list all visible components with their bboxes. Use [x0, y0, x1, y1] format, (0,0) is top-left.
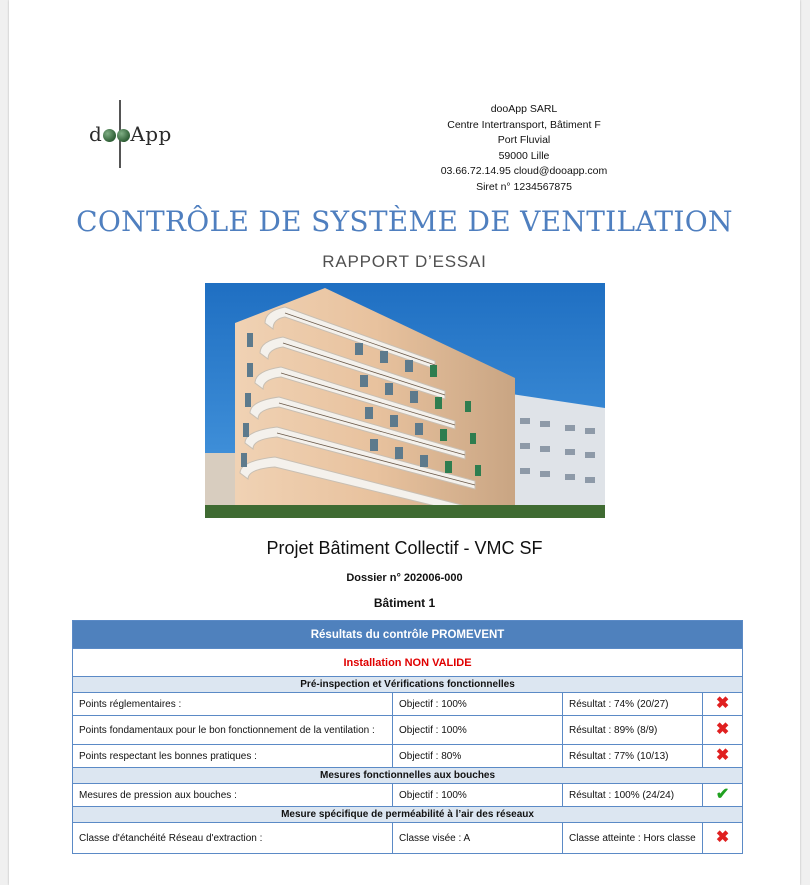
table-row — [73, 745, 743, 768]
results-table — [72, 620, 743, 854]
report-subtitle: RAPPORT D’ESSAI — [322, 252, 487, 271]
row-result: Résultat : 77% (10/13) — [563, 745, 703, 768]
section-header-row — [73, 807, 743, 823]
logo-dot-icon — [117, 129, 130, 142]
section-title: Pré-inspection et Vérifications fonctionnelles — [73, 677, 743, 693]
building-label: Bâtiment 1 — [373, 596, 436, 610]
cross-icon: ✖ — [703, 823, 743, 854]
row-result: Résultat : 89% (8/9) — [563, 716, 703, 745]
section-title: Mesure spécifique de perméabilité à l’air des réseaux — [73, 807, 743, 823]
row-label: Points réglementaires : — [73, 693, 393, 716]
row-objective: Objectif : 100% — [393, 716, 563, 745]
section-header-row — [73, 677, 743, 693]
installation-status: Installation NON VALIDE — [73, 649, 743, 677]
table-row — [73, 823, 743, 854]
results-header: Résultats du contrôle PROMEVENT — [73, 621, 743, 649]
dooapp-logo — [89, 100, 189, 170]
section-title: Mesures fonctionnelles aux bouches — [73, 768, 743, 784]
company-siret: Siret n° 1234567875 — [476, 180, 572, 193]
project-title: Projet Bâtiment Collectif - VMC SF — [266, 538, 543, 558]
company-info — [409, 102, 639, 195]
table-row — [73, 716, 743, 745]
logo-dot-icon — [103, 129, 116, 142]
cross-icon: ✖ — [703, 745, 743, 768]
row-objective: Objectif : 100% — [393, 784, 563, 807]
row-result: Résultat : 74% (20/27) — [563, 693, 703, 716]
report-page — [9, 0, 800, 885]
row-label: Points respectant les bonnes pratiques : — [73, 745, 393, 768]
company-city: 59000 Lille — [498, 149, 550, 162]
row-label: Classe d'étanchéité Réseau d'extraction : — [73, 823, 393, 854]
row-objective: Objectif : 80% — [393, 745, 563, 768]
row-result: Classe atteinte : Hors classe — [563, 823, 703, 854]
results-header-row — [73, 621, 743, 649]
company-contact: 03.66.72.14.95 cloud@dooapp.com — [440, 165, 608, 177]
building-photo — [205, 283, 605, 518]
company-address1: Centre Intertransport, Bâtiment F — [447, 118, 601, 131]
status-row — [73, 649, 743, 677]
logo-text-prefix: d — [89, 122, 103, 146]
table-row — [73, 693, 743, 716]
report-title: CONTRÔLE DE SYSTÈME DE VENTILATION — [76, 205, 733, 238]
row-objective: Classe visée : A — [393, 823, 563, 854]
row-result: Résultat : 100% (24/24) — [563, 784, 703, 807]
table-row — [73, 784, 743, 807]
dossier-number: Dossier n° 202006-000 — [346, 572, 463, 584]
cross-icon: ✖ — [703, 693, 743, 716]
row-label: Points fondamentaux pour le bon fonctionnement de la ventilation : — [73, 716, 393, 745]
row-label: Mesures de pression aux bouches : — [73, 784, 393, 807]
check-icon: ✔ — [703, 784, 743, 807]
company-name: dooApp SARL — [490, 103, 558, 115]
company-address2: Port Fluvial — [497, 134, 551, 146]
section-header-row — [73, 768, 743, 784]
cross-icon: ✖ — [703, 716, 743, 745]
logo-text — [89, 122, 172, 146]
logo-text-suffix: App — [130, 122, 172, 146]
row-objective: Objectif : 100% — [393, 693, 563, 716]
